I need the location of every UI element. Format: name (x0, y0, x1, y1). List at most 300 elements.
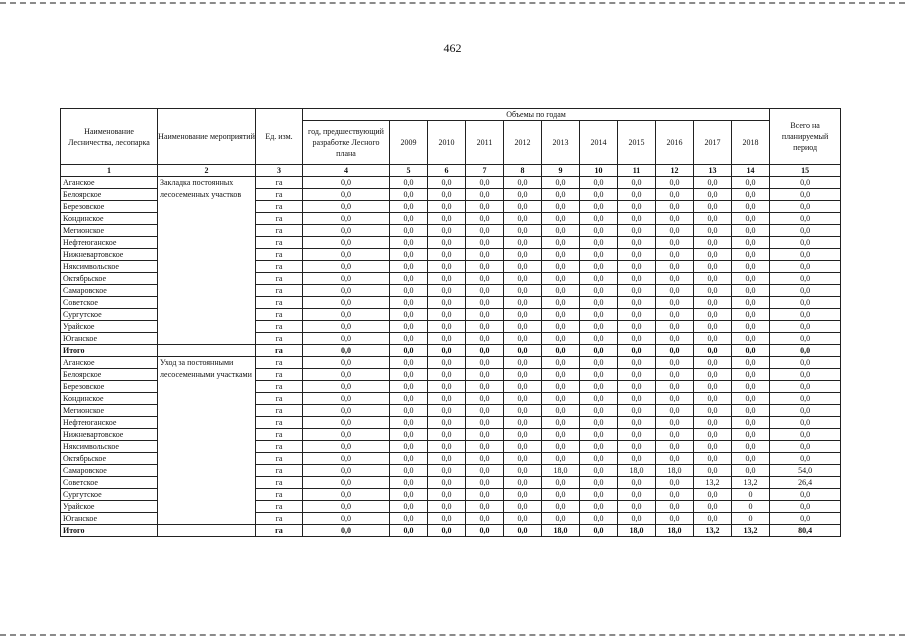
header-year: 2011 (466, 121, 504, 165)
value-cell: 0,0 (542, 417, 580, 429)
page-number: 462 (443, 41, 462, 55)
header-year: 2017 (694, 121, 732, 165)
value-cell: 0,0 (466, 345, 504, 357)
total-label: Итого (61, 525, 158, 537)
value-cell: 0,0 (618, 453, 656, 465)
value-cell: 0,0 (466, 405, 504, 417)
value-cell: 0,0 (580, 213, 618, 225)
value-cell: 0,0 (504, 225, 542, 237)
value-cell: 0,0 (694, 429, 732, 441)
value-cell: 0,0 (580, 189, 618, 201)
value-cell: 0,0 (694, 309, 732, 321)
value-cell: 0,0 (656, 405, 694, 417)
total-period-cell: 0,0 (770, 489, 841, 501)
total-row (61, 525, 841, 537)
forestry-name: Октябрьское (61, 273, 158, 285)
value-cell: 0,0 (732, 261, 770, 273)
value-cell: 0,0 (303, 273, 390, 285)
value-cell: 0,0 (694, 213, 732, 225)
value-cell: 0,0 (428, 297, 466, 309)
value-cell: 0,0 (466, 285, 504, 297)
value-cell: 0,0 (303, 225, 390, 237)
forestry-name: Советское (61, 477, 158, 489)
forestry-name: Урайское (61, 321, 158, 333)
value-cell: 0,0 (428, 261, 466, 273)
value-cell: 0,0 (542, 333, 580, 345)
value-cell: 0,0 (428, 489, 466, 501)
value-cell: 0,0 (656, 261, 694, 273)
value-cell: 0,0 (428, 273, 466, 285)
header-year: 2014 (580, 121, 618, 165)
value-cell: 0,0 (580, 429, 618, 441)
value-cell: 0,0 (732, 405, 770, 417)
value-cell: 0 (732, 501, 770, 513)
value-cell: 0,0 (466, 333, 504, 345)
value-cell: 13,2 (732, 477, 770, 489)
unit-cell: га (256, 489, 303, 501)
value-cell: 0,0 (303, 429, 390, 441)
value-cell: 0,0 (504, 309, 542, 321)
value-cell: 0,0 (504, 369, 542, 381)
value-cell: 0,0 (390, 525, 428, 537)
unit-cell: га (256, 477, 303, 489)
value-cell: 0,0 (504, 345, 542, 357)
unit-cell: га (256, 189, 303, 201)
value-cell: 0,0 (618, 177, 656, 189)
value-cell: 0,0 (466, 297, 504, 309)
value-cell: 0,0 (694, 345, 732, 357)
unit-cell: га (256, 297, 303, 309)
value-cell: 0,0 (504, 429, 542, 441)
value-cell: 0 (732, 513, 770, 525)
value-cell: 0,0 (732, 321, 770, 333)
value-cell: 0,0 (580, 333, 618, 345)
value-cell: 0,0 (694, 201, 732, 213)
value-cell: 0,0 (694, 321, 732, 333)
value-cell: 0,0 (390, 357, 428, 369)
value-cell: 0,0 (618, 417, 656, 429)
forestry-name: Юганское (61, 333, 158, 345)
forestry-name: Октябрьское (61, 453, 158, 465)
activity-name: Уход за постоянными лесосеменными участками (158, 357, 256, 525)
value-cell: 0,0 (466, 441, 504, 453)
unit-cell: га (256, 177, 303, 189)
value-cell: 0,0 (466, 189, 504, 201)
value-cell: 0,0 (303, 441, 390, 453)
value-cell: 0,0 (428, 225, 466, 237)
value-cell: 0,0 (656, 249, 694, 261)
forestry-name: Нижневартовское (61, 249, 158, 261)
value-cell: 0,0 (580, 513, 618, 525)
value-cell: 0,0 (466, 489, 504, 501)
value-cell: 0,0 (428, 285, 466, 297)
value-cell: 0,0 (466, 237, 504, 249)
value-cell: 0,0 (504, 273, 542, 285)
value-cell: 0,0 (656, 417, 694, 429)
unit-cell: га (256, 261, 303, 273)
total-period-cell: 26,4 (770, 477, 841, 489)
value-cell: 0,0 (656, 513, 694, 525)
value-cell: 0,0 (542, 441, 580, 453)
value-cell: 0,0 (694, 249, 732, 261)
value-cell: 0,0 (466, 417, 504, 429)
value-cell: 0,0 (732, 357, 770, 369)
value-cell: 0,0 (428, 381, 466, 393)
forestry-name: Мегионское (61, 225, 158, 237)
value-cell: 0,0 (694, 417, 732, 429)
value-cell: 0,0 (580, 273, 618, 285)
value-cell: 0,0 (542, 357, 580, 369)
value-cell: 0,0 (656, 237, 694, 249)
value-cell: 0,0 (466, 321, 504, 333)
value-cell: 0,0 (466, 477, 504, 489)
value-cell: 0,0 (618, 333, 656, 345)
forestry-name: Самаровское (61, 285, 158, 297)
value-cell: 0,0 (504, 357, 542, 369)
value-cell: 0,0 (656, 477, 694, 489)
value-cell: 0,0 (504, 501, 542, 513)
value-cell: 0,0 (580, 345, 618, 357)
value-cell: 0,0 (656, 501, 694, 513)
value-cell: 0,0 (303, 417, 390, 429)
value-cell: 0,0 (504, 297, 542, 309)
value-cell: 0,0 (580, 249, 618, 261)
value-cell: 0,0 (390, 273, 428, 285)
value-cell: 0,0 (390, 189, 428, 201)
value-cell: 0,0 (656, 345, 694, 357)
value-cell: 0,0 (656, 429, 694, 441)
value-cell: 0,0 (656, 369, 694, 381)
value-cell: 0,0 (303, 405, 390, 417)
value-cell: 0,0 (694, 381, 732, 393)
value-cell: 0,0 (303, 477, 390, 489)
header-activity: Наименование мероприятий (158, 109, 256, 165)
value-cell: 0,0 (428, 345, 466, 357)
value-cell: 0,0 (466, 309, 504, 321)
value-cell: 0,0 (580, 525, 618, 537)
unit-cell: га (256, 309, 303, 321)
forestry-name: Советское (61, 297, 158, 309)
value-cell: 0,0 (390, 321, 428, 333)
unit-cell: га (256, 345, 303, 357)
value-cell: 0,0 (390, 237, 428, 249)
value-cell: 0,0 (656, 297, 694, 309)
value-cell: 0,0 (618, 309, 656, 321)
value-cell: 0,0 (303, 381, 390, 393)
value-cell: 0,0 (390, 381, 428, 393)
value-cell: 0,0 (732, 441, 770, 453)
value-cell: 0,0 (694, 189, 732, 201)
value-cell: 0,0 (428, 525, 466, 537)
value-cell: 0,0 (466, 369, 504, 381)
value-cell: 0,0 (732, 393, 770, 405)
value-cell: 0,0 (542, 501, 580, 513)
value-cell: 0,0 (618, 237, 656, 249)
value-cell: 0,0 (390, 417, 428, 429)
value-cell: 0,0 (542, 429, 580, 441)
total-period-cell: 0,0 (770, 441, 841, 453)
value-cell: 0,0 (466, 381, 504, 393)
value-cell: 0,0 (428, 429, 466, 441)
value-cell: 0,0 (732, 201, 770, 213)
value-cell: 0,0 (732, 249, 770, 261)
value-cell: 0,0 (656, 201, 694, 213)
value-cell: 0,0 (656, 357, 694, 369)
value-cell: 0,0 (580, 465, 618, 477)
value-cell: 0,0 (428, 333, 466, 345)
value-cell: 0,0 (390, 201, 428, 213)
value-cell: 0,0 (428, 201, 466, 213)
value-cell: 0,0 (428, 369, 466, 381)
value-cell: 0,0 (428, 405, 466, 417)
unit-cell: га (256, 249, 303, 261)
total-period-cell: 0,0 (770, 249, 841, 261)
value-cell: 0,0 (656, 321, 694, 333)
value-cell: 0,0 (466, 501, 504, 513)
value-cell: 0,0 (694, 273, 732, 285)
value-cell: 0,0 (580, 225, 618, 237)
value-cell: 18,0 (542, 465, 580, 477)
value-cell: 0,0 (732, 273, 770, 285)
unit-cell: га (256, 417, 303, 429)
value-cell: 0,0 (466, 249, 504, 261)
value-cell: 0,0 (390, 489, 428, 501)
value-cell: 0,0 (390, 225, 428, 237)
total-label: Итого (61, 345, 158, 357)
value-cell: 0,0 (732, 285, 770, 297)
value-cell: 0,0 (303, 357, 390, 369)
value-cell: 0,0 (390, 405, 428, 417)
header-year: 2016 (656, 121, 694, 165)
value-cell: 0,0 (390, 177, 428, 189)
value-cell: 18,0 (618, 465, 656, 477)
value-cell: 0,0 (542, 237, 580, 249)
value-cell: 0,0 (580, 453, 618, 465)
value-cell: 13,2 (732, 525, 770, 537)
unit-cell: га (256, 453, 303, 465)
value-cell: 0,0 (580, 297, 618, 309)
empty-cell (158, 345, 256, 357)
value-cell: 0,0 (504, 513, 542, 525)
value-cell: 0,0 (428, 177, 466, 189)
value-cell: 0,0 (466, 513, 504, 525)
value-cell: 0,0 (694, 513, 732, 525)
value-cell: 0,0 (504, 321, 542, 333)
value-cell: 0,0 (542, 393, 580, 405)
total-period-cell: 0,0 (770, 357, 841, 369)
value-cell: 0,0 (580, 369, 618, 381)
value-cell: 0,0 (504, 477, 542, 489)
value-cell: 0,0 (504, 249, 542, 261)
value-cell: 0,0 (303, 237, 390, 249)
value-cell: 0,0 (618, 369, 656, 381)
value-cell: 0,0 (618, 345, 656, 357)
value-cell: 0,0 (390, 213, 428, 225)
value-cell: 0,0 (466, 273, 504, 285)
unit-cell: га (256, 513, 303, 525)
value-cell: 0,0 (390, 297, 428, 309)
value-cell: 0,0 (466, 357, 504, 369)
value-cell: 0,0 (694, 357, 732, 369)
total-period-cell: 0,0 (770, 273, 841, 285)
value-cell: 0,0 (618, 441, 656, 453)
value-cell: 0,0 (390, 501, 428, 513)
value-cell: 0,0 (466, 393, 504, 405)
forest-plan-table (60, 108, 841, 537)
value-cell: 0,0 (656, 453, 694, 465)
value-cell: 0,0 (542, 321, 580, 333)
value-cell: 0,0 (732, 177, 770, 189)
value-cell: 0,0 (428, 237, 466, 249)
total-row (61, 345, 841, 357)
total-period-cell: 0,0 (770, 201, 841, 213)
unit-cell: га (256, 321, 303, 333)
value-cell: 0,0 (618, 501, 656, 513)
value-cell: 0,0 (504, 201, 542, 213)
value-cell: 18,0 (542, 525, 580, 537)
value-cell: 0,0 (656, 273, 694, 285)
value-cell: 0,0 (303, 189, 390, 201)
value-cell: 13,2 (694, 525, 732, 537)
value-cell: 0,0 (504, 417, 542, 429)
value-cell: 0,0 (694, 405, 732, 417)
column-number: 10 (580, 165, 618, 177)
value-cell: 0,0 (303, 525, 390, 537)
unit-cell: га (256, 369, 303, 381)
forestry-name: Березовское (61, 381, 158, 393)
value-cell: 0,0 (303, 285, 390, 297)
value-cell: 0,0 (694, 297, 732, 309)
column-number: 4 (303, 165, 390, 177)
value-cell: 0,0 (656, 393, 694, 405)
value-cell: 0,0 (618, 225, 656, 237)
column-number: 7 (466, 165, 504, 177)
value-cell: 0,0 (303, 501, 390, 513)
value-cell: 0,0 (694, 333, 732, 345)
header-volumes-by-year: Объемы по годам (303, 109, 770, 121)
unit-cell: га (256, 381, 303, 393)
header-year: 2018 (732, 121, 770, 165)
unit-cell: га (256, 441, 303, 453)
header-year: 2013 (542, 121, 580, 165)
value-cell: 0,0 (618, 381, 656, 393)
value-cell: 0,0 (390, 477, 428, 489)
value-cell: 0,0 (618, 201, 656, 213)
forestry-name: Урайское (61, 501, 158, 513)
value-cell: 0,0 (618, 357, 656, 369)
total-period-cell: 0,0 (770, 513, 841, 525)
value-cell: 0,0 (580, 417, 618, 429)
unit-cell: га (256, 333, 303, 345)
value-cell: 0,0 (694, 465, 732, 477)
header-year: 2012 (504, 121, 542, 165)
value-cell: 0,0 (694, 393, 732, 405)
scan-edge-bottom (0, 634, 905, 636)
forestry-name: Березовское (61, 201, 158, 213)
value-cell: 0,0 (504, 285, 542, 297)
value-cell: 0,0 (504, 213, 542, 225)
header-unit: Ед. изм. (256, 109, 303, 165)
value-cell: 0,0 (656, 441, 694, 453)
value-cell: 0,0 (580, 501, 618, 513)
value-cell: 0,0 (618, 405, 656, 417)
unit-cell: га (256, 201, 303, 213)
value-cell: 0,0 (694, 177, 732, 189)
value-cell: 0,0 (580, 237, 618, 249)
value-cell: 0,0 (580, 321, 618, 333)
column-number: 5 (390, 165, 428, 177)
value-cell: 0,0 (732, 345, 770, 357)
value-cell: 0,0 (732, 465, 770, 477)
value-cell: 0,0 (390, 333, 428, 345)
scan-edge-top (0, 2, 905, 4)
value-cell: 0,0 (428, 321, 466, 333)
value-cell: 0,0 (694, 453, 732, 465)
value-cell: 0,0 (656, 489, 694, 501)
value-cell: 0,0 (656, 309, 694, 321)
value-cell: 0,0 (618, 297, 656, 309)
value-cell: 0,0 (542, 309, 580, 321)
value-cell: 0,0 (618, 273, 656, 285)
value-cell: 0,0 (390, 285, 428, 297)
value-cell: 0,0 (390, 453, 428, 465)
value-cell: 0,0 (542, 261, 580, 273)
column-number: 13 (694, 165, 732, 177)
value-cell: 0,0 (466, 465, 504, 477)
value-cell: 18,0 (656, 525, 694, 537)
column-number: 8 (504, 165, 542, 177)
value-cell: 0,0 (732, 297, 770, 309)
column-number: 9 (542, 165, 580, 177)
value-cell: 0,0 (428, 441, 466, 453)
value-cell: 18,0 (618, 525, 656, 537)
forestry-name: Сургутское (61, 489, 158, 501)
value-cell: 0,0 (580, 309, 618, 321)
value-cell: 0,0 (656, 381, 694, 393)
header-year: 2010 (428, 121, 466, 165)
value-cell: 0,0 (428, 417, 466, 429)
value-cell: 0,0 (580, 393, 618, 405)
value-cell: 0,0 (542, 369, 580, 381)
value-cell: 0,0 (466, 261, 504, 273)
total-period-cell: 0,0 (770, 333, 841, 345)
header-forestry: Наименование Лесничества, лесопарка (61, 109, 158, 165)
value-cell: 0,0 (303, 213, 390, 225)
value-cell: 0,0 (466, 429, 504, 441)
value-cell: 0,0 (303, 333, 390, 345)
value-cell: 0,0 (732, 225, 770, 237)
total-period-cell: 0,0 (770, 261, 841, 273)
value-cell: 0,0 (428, 357, 466, 369)
value-cell: 0,0 (732, 333, 770, 345)
value-cell: 0,0 (732, 417, 770, 429)
value-cell: 0,0 (580, 489, 618, 501)
value-cell: 0,0 (542, 201, 580, 213)
forestry-name: Аганское (61, 177, 158, 189)
unit-cell: га (256, 405, 303, 417)
value-cell: 0,0 (542, 489, 580, 501)
value-cell: 0,0 (390, 369, 428, 381)
value-cell: 0,0 (390, 513, 428, 525)
column-number: 3 (256, 165, 303, 177)
value-cell: 0,0 (303, 345, 390, 357)
header-total-period: Всего на планируемый период (770, 109, 841, 165)
value-cell: 0,0 (303, 249, 390, 261)
forestry-name: Нефтеюганское (61, 237, 158, 249)
value-cell: 0,0 (428, 477, 466, 489)
value-cell: 0,0 (542, 381, 580, 393)
value-cell: 0,0 (618, 489, 656, 501)
